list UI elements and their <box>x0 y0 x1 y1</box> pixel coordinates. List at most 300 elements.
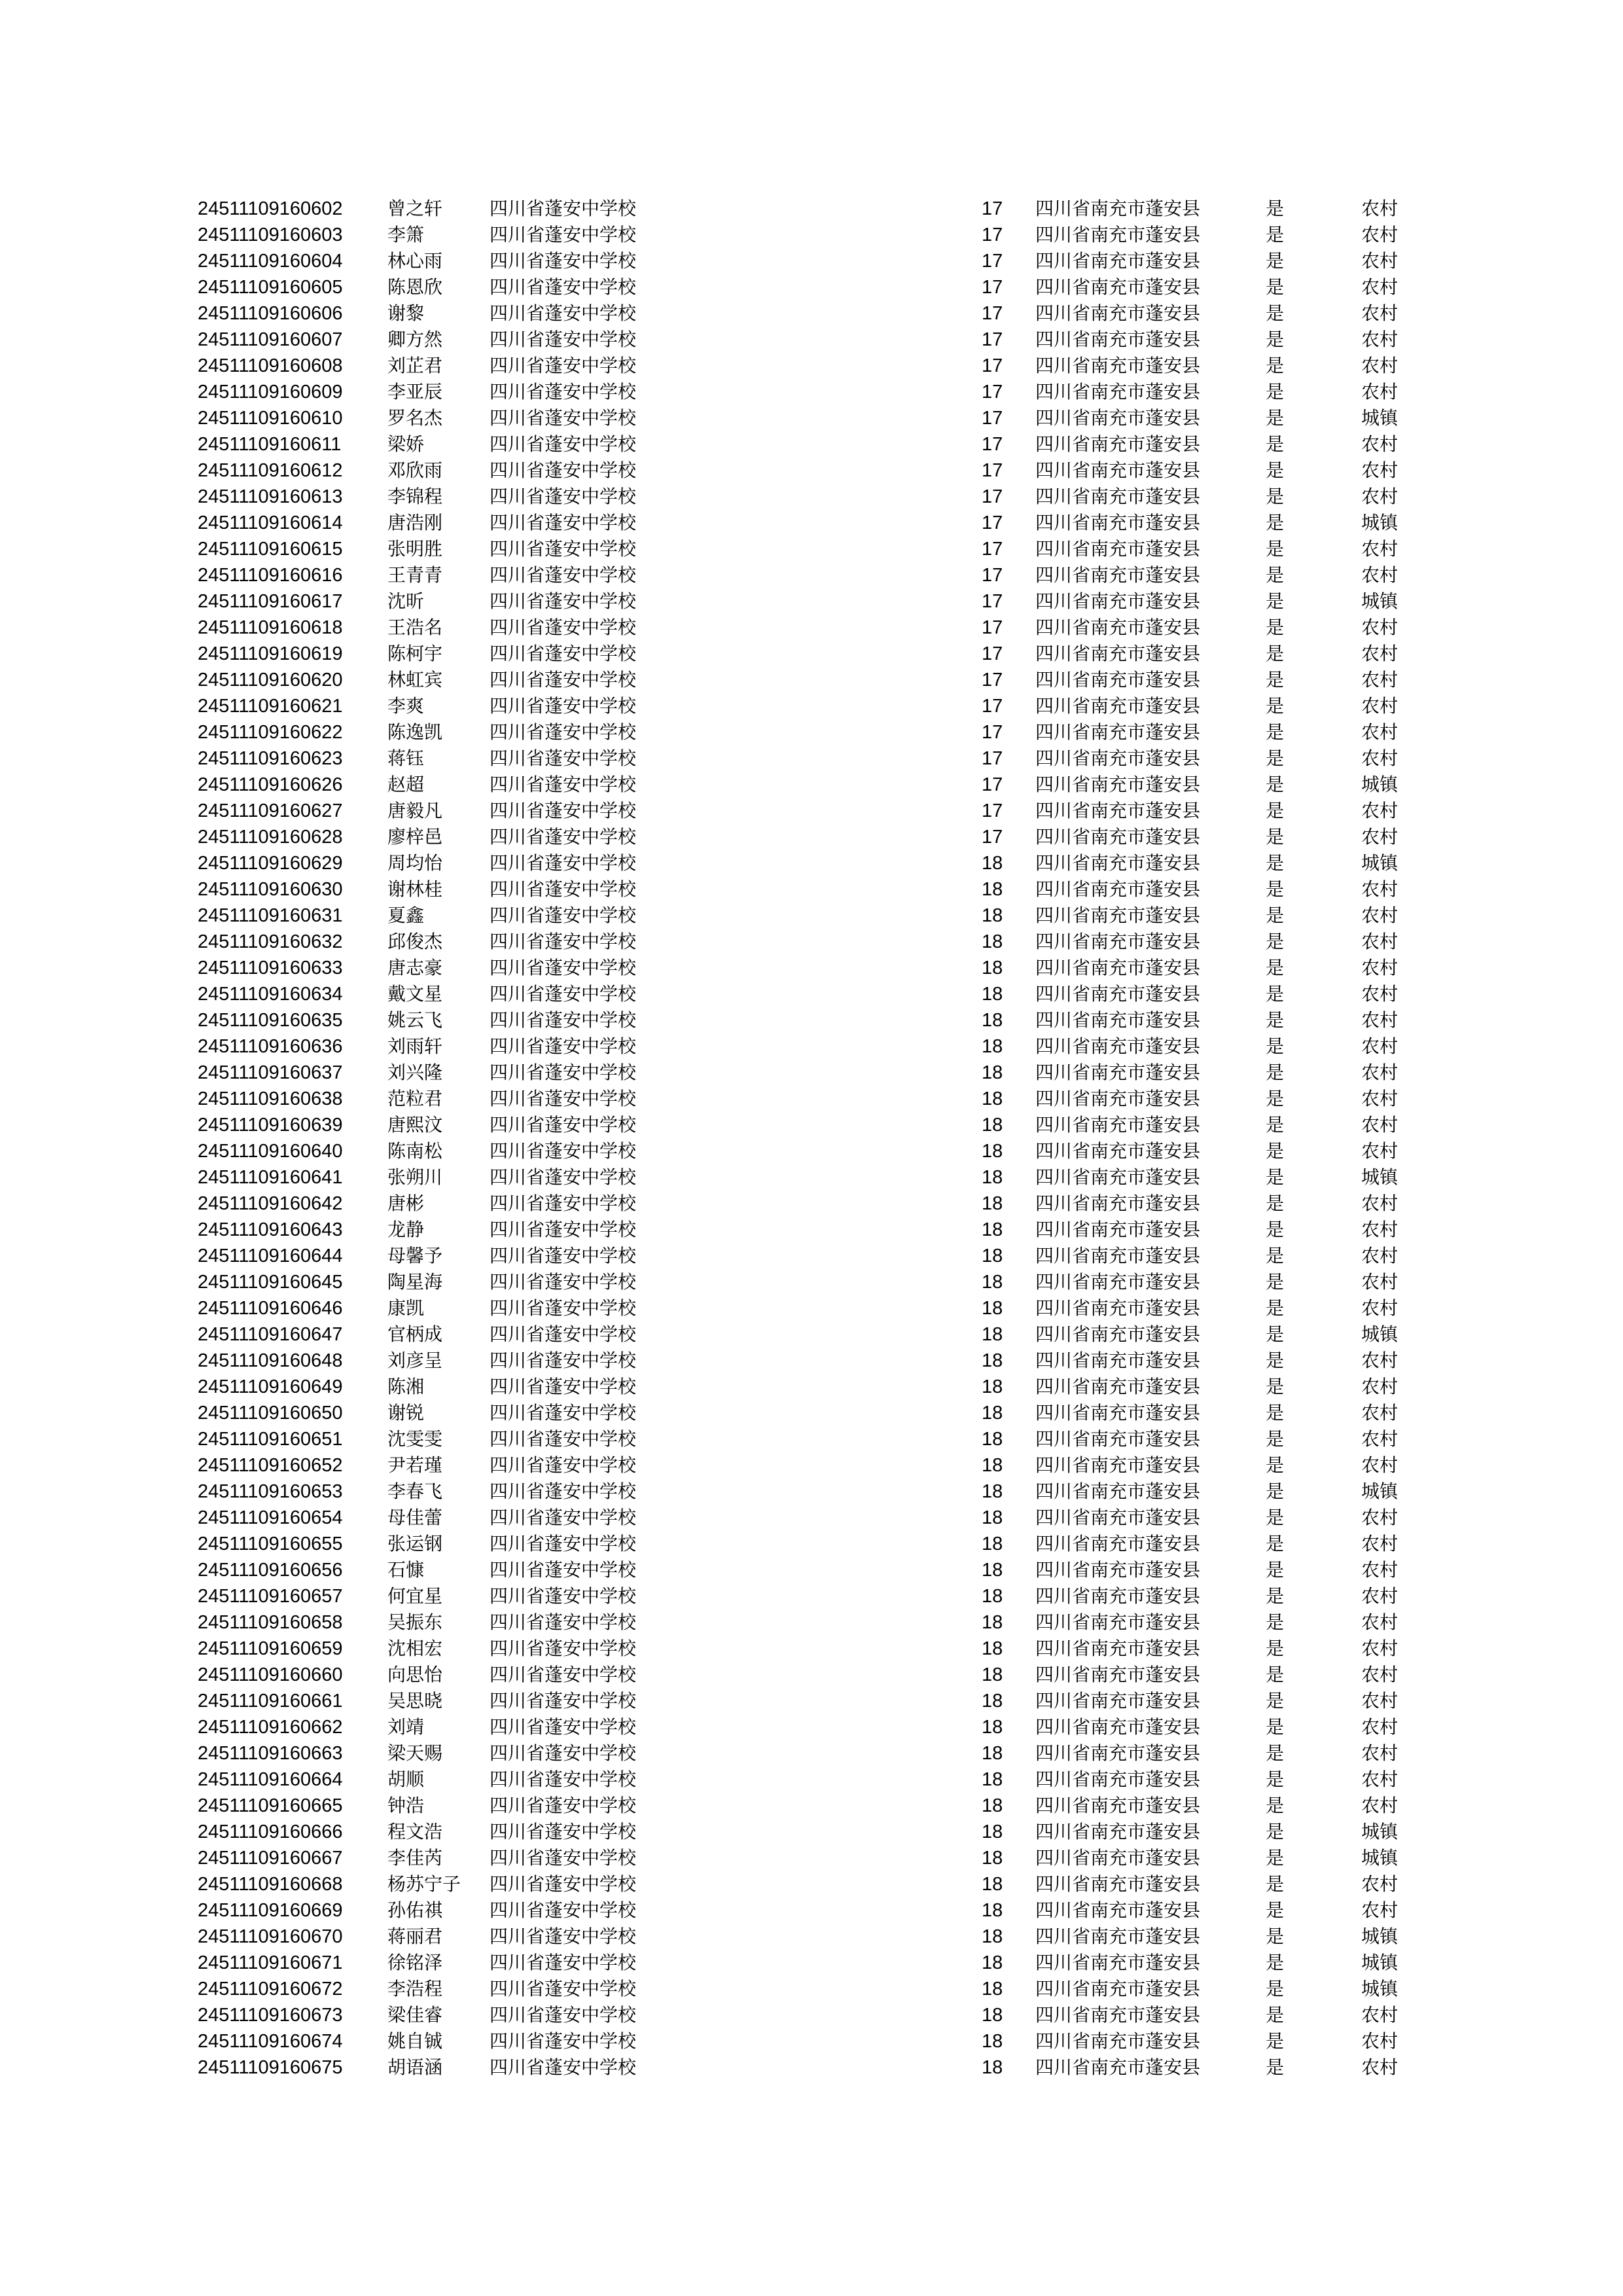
age-cell: 18 <box>982 2057 1003 2078</box>
flag-cell: 是 <box>1266 407 1285 429</box>
school-cell: 四川省蓬安中学校 <box>490 1140 637 1162</box>
flag-cell: 是 <box>1266 878 1285 900</box>
flag-cell: 是 <box>1266 538 1285 560</box>
flag-cell: 是 <box>1266 1350 1285 1371</box>
flag-cell: 是 <box>1266 669 1285 691</box>
table-row <box>198 1819 1428 1845</box>
address-cell: 四川省南充市蓬安县 <box>1035 1428 1201 1450</box>
table-row <box>198 484 1428 510</box>
table-row <box>198 1897 1428 1924</box>
student-name-cell: 龙静 <box>387 1219 425 1240</box>
school-cell: 四川省蓬安中学校 <box>490 250 637 272</box>
table-row <box>198 588 1428 615</box>
area-type-cell: 农村 <box>1361 1140 1399 1162</box>
area-type-cell: 城镇 <box>1361 852 1399 874</box>
table-row <box>198 1243 1428 1269</box>
flag-cell: 是 <box>1266 512 1285 533</box>
address-cell: 四川省南充市蓬安县 <box>1035 459 1201 481</box>
flag-cell: 是 <box>1266 1009 1285 1031</box>
address-cell: 四川省南充市蓬安县 <box>1035 1952 1201 1973</box>
table-row <box>198 1557 1428 1583</box>
address-cell: 四川省南充市蓬安县 <box>1035 1245 1201 1266</box>
address-cell: 四川省南充市蓬安县 <box>1035 1376 1201 1397</box>
school-cell: 四川省蓬安中学校 <box>490 1376 637 1397</box>
school-cell: 四川省蓬安中学校 <box>490 1821 637 1842</box>
school-cell: 四川省蓬安中学校 <box>490 1062 637 1083</box>
address-cell: 四川省南充市蓬安县 <box>1035 1454 1201 1476</box>
age-cell: 18 <box>982 1979 1003 2000</box>
school-cell: 四川省蓬安中学校 <box>490 1664 637 1685</box>
area-type-cell: 农村 <box>1361 1742 1399 1764</box>
table-row <box>198 1164 1428 1191</box>
address-cell: 四川省南充市蓬安县 <box>1035 407 1201 429</box>
area-type-cell: 城镇 <box>1361 1952 1399 1973</box>
flag-cell: 是 <box>1266 1611 1285 1633</box>
address-cell: 四川省南充市蓬安县 <box>1035 538 1201 560</box>
age-cell: 17 <box>982 355 1003 376</box>
student-id-cell: 24511109160633 <box>198 958 343 978</box>
flag-cell: 是 <box>1266 1193 1285 1214</box>
student-name-cell: 陈南松 <box>387 1140 443 1162</box>
student-id-cell: 24511109160609 <box>198 382 343 403</box>
student-name-cell: 张朔川 <box>387 1166 443 1188</box>
flag-cell: 是 <box>1266 1454 1285 1476</box>
flag-cell: 是 <box>1266 1768 1285 1790</box>
student-name-cell: 刘兴隆 <box>387 1062 443 1083</box>
table-row <box>198 379 1428 405</box>
address-cell: 四川省南充市蓬安县 <box>1035 774 1201 795</box>
table-row <box>198 562 1428 588</box>
area-type-cell: 农村 <box>1361 250 1399 272</box>
table-row <box>198 719 1428 745</box>
area-type-cell: 农村 <box>1361 1768 1399 1790</box>
area-type-cell: 农村 <box>1361 1873 1399 1895</box>
address-cell: 四川省南充市蓬安县 <box>1035 1768 1201 1790</box>
address-cell: 四川省南充市蓬安县 <box>1035 1140 1201 1162</box>
area-type-cell: 农村 <box>1361 1350 1399 1371</box>
table-row <box>198 2028 1428 2054</box>
address-cell: 四川省南充市蓬安县 <box>1035 1664 1201 1685</box>
student-name-cell: 刘雨轩 <box>387 1035 443 1057</box>
school-cell: 四川省蓬安中学校 <box>490 1480 637 1502</box>
address-cell: 四川省南充市蓬安县 <box>1035 1899 1201 1921</box>
school-cell: 四川省蓬安中学校 <box>490 1559 637 1581</box>
table-row <box>198 1007 1428 1033</box>
student-id-cell: 24511109160652 <box>198 1455 343 1476</box>
area-type-cell: 农村 <box>1361 564 1399 586</box>
student-id-cell: 24511109160650 <box>198 1403 343 1424</box>
address-cell: 四川省南充市蓬安县 <box>1035 1009 1201 1031</box>
student-id-cell: 24511109160620 <box>198 670 343 691</box>
student-id-cell: 24511109160670 <box>198 1926 343 1947</box>
flag-cell: 是 <box>1266 1402 1285 1424</box>
age-cell: 17 <box>982 251 1003 272</box>
area-type-cell: 城镇 <box>1361 1480 1399 1502</box>
area-type-cell: 农村 <box>1361 878 1399 900</box>
student-name-cell: 向思怡 <box>387 1664 443 1685</box>
address-cell: 四川省南充市蓬安县 <box>1035 957 1201 978</box>
student-id-cell: 24511109160669 <box>198 1900 343 1921</box>
table-row <box>198 1086 1428 1112</box>
area-type-cell: 农村 <box>1361 355 1399 376</box>
student-id-cell: 24511109160658 <box>198 1612 343 1633</box>
flag-cell: 是 <box>1266 1585 1285 1607</box>
flag-cell: 是 <box>1266 1847 1285 1869</box>
school-cell: 四川省蓬安中学校 <box>490 774 637 795</box>
student-id-cell: 24511109160614 <box>198 512 343 533</box>
school-cell: 四川省蓬安中学校 <box>490 302 637 324</box>
area-type-cell: 城镇 <box>1361 1978 1399 2000</box>
school-cell: 四川省蓬安中学校 <box>490 1402 637 1424</box>
student-name-cell: 李爽 <box>387 695 425 717</box>
flag-cell: 是 <box>1266 2004 1285 2026</box>
student-id-cell: 24511109160623 <box>198 748 343 769</box>
address-cell: 四川省南充市蓬安县 <box>1035 2004 1201 2026</box>
table-row <box>198 1191 1428 1217</box>
school-cell: 四川省蓬安中学校 <box>490 1350 637 1371</box>
student-id-cell: 24511109160611 <box>198 434 342 455</box>
age-cell: 18 <box>982 1010 1003 1031</box>
table-row <box>198 693 1428 719</box>
school-cell: 四川省蓬安中学校 <box>490 905 637 926</box>
school-cell: 四川省蓬安中学校 <box>490 1271 637 1293</box>
school-cell: 四川省蓬安中学校 <box>490 2056 637 2078</box>
student-name-cell: 林心雨 <box>387 250 443 272</box>
area-type-cell: 城镇 <box>1361 407 1399 429</box>
student-name-cell: 蒋钰 <box>387 747 425 769</box>
area-type-cell: 农村 <box>1361 1585 1399 1607</box>
area-type-cell: 农村 <box>1361 1088 1399 1109</box>
table-row <box>198 1479 1428 1505</box>
student-name-cell: 杨苏宁子 <box>387 1873 461 1895</box>
table-row <box>198 615 1428 641</box>
address-cell: 四川省南充市蓬安县 <box>1035 1297 1201 1319</box>
school-cell: 四川省蓬安中学校 <box>490 1585 637 1607</box>
student-name-cell: 邓欣雨 <box>387 459 443 481</box>
student-id-cell: 24511109160640 <box>198 1141 343 1162</box>
student-id-cell: 24511109160627 <box>198 800 343 821</box>
age-cell: 18 <box>982 1324 1003 1345</box>
student-id-cell: 24511109160645 <box>198 1272 343 1293</box>
area-type-cell: 城镇 <box>1361 1847 1399 1869</box>
table-row <box>198 536 1428 562</box>
student-id-cell: 24511109160657 <box>198 1586 343 1607</box>
age-cell: 17 <box>982 198 1003 219</box>
school-cell: 四川省蓬安中学校 <box>490 1899 637 1921</box>
student-id-cell: 24511109160606 <box>198 303 343 324</box>
age-cell: 18 <box>982 2005 1003 2026</box>
flag-cell: 是 <box>1266 1873 1285 1895</box>
age-cell: 18 <box>982 931 1003 952</box>
age-cell: 18 <box>982 1429 1003 1450</box>
flag-cell: 是 <box>1266 433 1285 455</box>
age-cell: 18 <box>982 1926 1003 1947</box>
flag-cell: 是 <box>1266 905 1285 926</box>
school-cell: 四川省蓬安中学校 <box>490 852 637 874</box>
flag-cell: 是 <box>1266 224 1285 245</box>
address-cell: 四川省南充市蓬安县 <box>1035 1978 1201 2000</box>
school-cell: 四川省蓬安中学校 <box>490 1193 637 1214</box>
area-type-cell: 农村 <box>1361 905 1399 926</box>
address-cell: 四川省南充市蓬安县 <box>1035 721 1201 743</box>
school-cell: 四川省蓬安中学校 <box>490 878 637 900</box>
address-cell: 四川省南充市蓬安县 <box>1035 355 1201 376</box>
address-cell: 四川省南充市蓬安县 <box>1035 1035 1201 1057</box>
table-row <box>198 981 1428 1007</box>
student-name-cell: 刘靖 <box>387 1716 425 1738</box>
flag-cell: 是 <box>1266 1690 1285 1712</box>
table-row <box>198 1924 1428 1950</box>
student-id-cell: 24511109160631 <box>198 905 343 926</box>
table-row <box>198 1269 1428 1295</box>
school-cell: 四川省蓬安中学校 <box>490 1873 637 1895</box>
school-cell: 四川省蓬安中学校 <box>490 1428 637 1450</box>
area-type-cell: 农村 <box>1361 931 1399 952</box>
address-cell: 四川省南充市蓬安县 <box>1035 1716 1201 1738</box>
school-cell: 四川省蓬安中学校 <box>490 1926 637 1947</box>
student-name-cell: 梁天赐 <box>387 1742 443 1764</box>
school-cell: 四川省蓬安中学校 <box>490 486 637 507</box>
flag-cell: 是 <box>1266 1376 1285 1397</box>
address-cell: 四川省南充市蓬安县 <box>1035 2056 1201 2078</box>
area-type-cell: 农村 <box>1361 329 1399 350</box>
student-name-cell: 廖梓邑 <box>387 826 443 848</box>
age-cell: 18 <box>982 1848 1003 1869</box>
school-cell: 四川省蓬安中学校 <box>490 355 637 376</box>
school-cell: 四川省蓬安中学校 <box>490 1638 637 1659</box>
school-cell: 四川省蓬安中学校 <box>490 329 637 350</box>
table-row <box>198 1767 1428 1793</box>
table-row <box>198 1348 1428 1374</box>
table-row <box>198 1793 1428 1819</box>
address-cell: 四川省南充市蓬安县 <box>1035 1088 1201 1109</box>
flag-cell: 是 <box>1266 459 1285 481</box>
table-row <box>198 745 1428 772</box>
age-cell: 17 <box>982 460 1003 481</box>
address-cell: 四川省南充市蓬安县 <box>1035 250 1201 272</box>
school-cell: 四川省蓬安中学校 <box>490 1716 637 1738</box>
table-row <box>198 300 1428 327</box>
area-type-cell: 农村 <box>1361 302 1399 324</box>
area-type-cell: 农村 <box>1361 983 1399 1005</box>
student-id-cell: 24511109160626 <box>198 774 343 795</box>
school-cell: 四川省蓬安中学校 <box>490 1978 637 2000</box>
student-name-cell: 谢锐 <box>387 1402 425 1424</box>
address-cell: 四川省南充市蓬安县 <box>1035 1821 1201 1842</box>
age-cell: 17 <box>982 800 1003 821</box>
flag-cell: 是 <box>1266 931 1285 952</box>
address-cell: 四川省南充市蓬安县 <box>1035 983 1201 1005</box>
age-cell: 18 <box>982 1664 1003 1685</box>
school-cell: 四川省蓬安中学校 <box>490 931 637 952</box>
address-cell: 四川省南充市蓬安县 <box>1035 302 1201 324</box>
address-cell: 四川省南充市蓬安县 <box>1035 1533 1201 1554</box>
address-cell: 四川省南充市蓬安县 <box>1035 852 1201 874</box>
area-type-cell: 农村 <box>1361 669 1399 691</box>
area-type-cell: 农村 <box>1361 198 1399 219</box>
student-name-cell: 唐浩刚 <box>387 512 443 533</box>
address-cell: 四川省南充市蓬安县 <box>1035 1873 1201 1895</box>
student-id-cell: 24511109160668 <box>198 1874 343 1895</box>
student-name-cell: 沈昕 <box>387 590 425 612</box>
flag-cell: 是 <box>1266 852 1285 874</box>
area-type-cell: 农村 <box>1361 643 1399 664</box>
age-cell: 17 <box>982 617 1003 638</box>
flag-cell: 是 <box>1266 1978 1285 2000</box>
age-cell: 18 <box>982 1088 1003 1109</box>
student-id-cell: 24511109160638 <box>198 1088 343 1109</box>
flag-cell: 是 <box>1266 983 1285 1005</box>
area-type-cell: 农村 <box>1361 1611 1399 1633</box>
school-cell: 四川省蓬安中学校 <box>490 1166 637 1188</box>
table-row <box>198 641 1428 667</box>
student-id-cell: 24511109160615 <box>198 539 343 560</box>
student-name-cell: 范粒君 <box>387 1088 443 1109</box>
area-type-cell: 农村 <box>1361 1009 1399 1031</box>
age-cell: 18 <box>982 1638 1003 1659</box>
address-cell: 四川省南充市蓬安县 <box>1035 198 1201 219</box>
area-type-cell: 农村 <box>1361 224 1399 245</box>
age-cell: 18 <box>982 1586 1003 1607</box>
address-cell: 四川省南充市蓬安县 <box>1035 1219 1201 1240</box>
address-cell: 四川省南充市蓬安县 <box>1035 1350 1201 1371</box>
age-cell: 18 <box>982 1036 1003 1057</box>
flag-cell: 是 <box>1266 957 1285 978</box>
area-type-cell: 农村 <box>1361 1062 1399 1083</box>
age-cell: 18 <box>982 1769 1003 1790</box>
flag-cell: 是 <box>1266 1638 1285 1659</box>
student-id-cell: 24511109160630 <box>198 879 343 900</box>
area-type-cell: 农村 <box>1361 1533 1399 1554</box>
age-cell: 17 <box>982 696 1003 717</box>
age-cell: 18 <box>982 905 1003 926</box>
table-row <box>198 1609 1428 1636</box>
age-cell: 18 <box>982 1141 1003 1162</box>
student-id-cell: 24511109160629 <box>198 853 343 874</box>
area-type-cell: 城镇 <box>1361 1821 1399 1842</box>
flag-cell: 是 <box>1266 329 1285 350</box>
school-cell: 四川省蓬安中学校 <box>490 617 637 638</box>
area-type-cell: 农村 <box>1361 1795 1399 1816</box>
age-cell: 17 <box>982 486 1003 507</box>
flag-cell: 是 <box>1266 1062 1285 1083</box>
area-type-cell: 农村 <box>1361 1245 1399 1266</box>
school-cell: 四川省蓬安中学校 <box>490 1114 637 1136</box>
address-cell: 四川省南充市蓬安县 <box>1035 1585 1201 1607</box>
area-type-cell: 农村 <box>1361 800 1399 821</box>
table-row <box>198 772 1428 798</box>
student-name-cell: 程文浩 <box>387 1821 443 1842</box>
area-type-cell: 农村 <box>1361 1664 1399 1685</box>
area-type-cell: 农村 <box>1361 433 1399 455</box>
student-id-cell: 24511109160605 <box>198 277 343 298</box>
age-cell: 18 <box>982 1507 1003 1528</box>
school-cell: 四川省蓬安中学校 <box>490 590 637 612</box>
flag-cell: 是 <box>1266 1140 1285 1162</box>
table-row <box>198 405 1428 431</box>
flag-cell: 是 <box>1266 695 1285 717</box>
flag-cell: 是 <box>1266 1952 1285 1973</box>
table-row <box>198 1505 1428 1531</box>
student-id-cell: 24511109160660 <box>198 1664 343 1685</box>
student-id-cell: 24511109160612 <box>198 460 343 481</box>
flag-cell: 是 <box>1266 800 1285 821</box>
flag-cell: 是 <box>1266 1428 1285 1450</box>
area-type-cell: 农村 <box>1361 617 1399 638</box>
student-id-cell: 24511109160617 <box>198 591 343 612</box>
area-type-cell: 农村 <box>1361 381 1399 403</box>
table-row <box>198 1217 1428 1243</box>
table-row <box>198 1400 1428 1426</box>
address-cell: 四川省南充市蓬安县 <box>1035 1166 1201 1188</box>
school-cell: 四川省蓬安中学校 <box>490 721 637 743</box>
age-cell: 18 <box>982 1350 1003 1371</box>
student-name-cell: 李佳芮 <box>387 1847 443 1869</box>
student-name-cell: 罗名杰 <box>387 407 443 429</box>
table-row <box>198 1426 1428 1452</box>
table-row <box>198 929 1428 955</box>
area-type-cell: 城镇 <box>1361 1323 1399 1345</box>
student-name-cell: 钟浩 <box>387 1795 425 1816</box>
table-row <box>198 510 1428 536</box>
flag-cell: 是 <box>1266 355 1285 376</box>
student-name-cell: 曾之轩 <box>387 198 443 219</box>
student-name-cell: 陈柯宇 <box>387 643 443 664</box>
age-cell: 18 <box>982 2031 1003 2052</box>
student-id-cell: 24511109160662 <box>198 1717 343 1738</box>
school-cell: 四川省蓬安中学校 <box>490 1742 637 1764</box>
area-type-cell: 农村 <box>1361 1454 1399 1476</box>
age-cell: 18 <box>982 1900 1003 1921</box>
student-name-cell: 梁娇 <box>387 433 425 455</box>
table-row <box>198 248 1428 274</box>
flag-cell: 是 <box>1266 774 1285 795</box>
student-name-cell: 陈逸凯 <box>387 721 443 743</box>
address-cell: 四川省南充市蓬安县 <box>1035 695 1201 717</box>
school-cell: 四川省蓬安中学校 <box>490 1219 637 1240</box>
school-cell: 四川省蓬安中学校 <box>490 538 637 560</box>
school-cell: 四川省蓬安中学校 <box>490 1611 637 1633</box>
student-id-cell: 24511109160646 <box>198 1298 343 1319</box>
student-id-cell: 24511109160665 <box>198 1795 343 1816</box>
age-cell: 18 <box>982 1560 1003 1581</box>
age-cell: 17 <box>982 722 1003 743</box>
address-cell: 四川省南充市蓬安县 <box>1035 564 1201 586</box>
student-id-cell: 24511109160637 <box>198 1062 343 1083</box>
student-name-cell: 赵超 <box>387 774 425 795</box>
student-name-cell: 吴振东 <box>387 1611 443 1633</box>
student-id-cell: 24511109160618 <box>198 617 343 638</box>
student-name-cell: 陈恩欣 <box>387 276 443 298</box>
address-cell: 四川省南充市蓬安县 <box>1035 486 1201 507</box>
flag-cell: 是 <box>1266 1297 1285 1319</box>
student-name-cell: 官柄成 <box>387 1323 443 1345</box>
student-id-cell: 24511109160636 <box>198 1036 343 1057</box>
school-cell: 四川省蓬安中学校 <box>490 695 637 717</box>
table-row <box>198 667 1428 693</box>
address-cell: 四川省南充市蓬安县 <box>1035 747 1201 769</box>
student-id-cell: 24511109160649 <box>198 1376 343 1397</box>
student-id-cell: 24511109160608 <box>198 355 343 376</box>
flag-cell: 是 <box>1266 1926 1285 1947</box>
area-type-cell: 农村 <box>1361 1507 1399 1528</box>
age-cell: 18 <box>982 1272 1003 1293</box>
table-row <box>198 1374 1428 1400</box>
student-id-cell: 24511109160603 <box>198 224 343 245</box>
age-cell: 18 <box>982 1219 1003 1240</box>
student-id-cell: 24511109160642 <box>198 1193 343 1214</box>
area-type-cell: 农村 <box>1361 1297 1399 1319</box>
